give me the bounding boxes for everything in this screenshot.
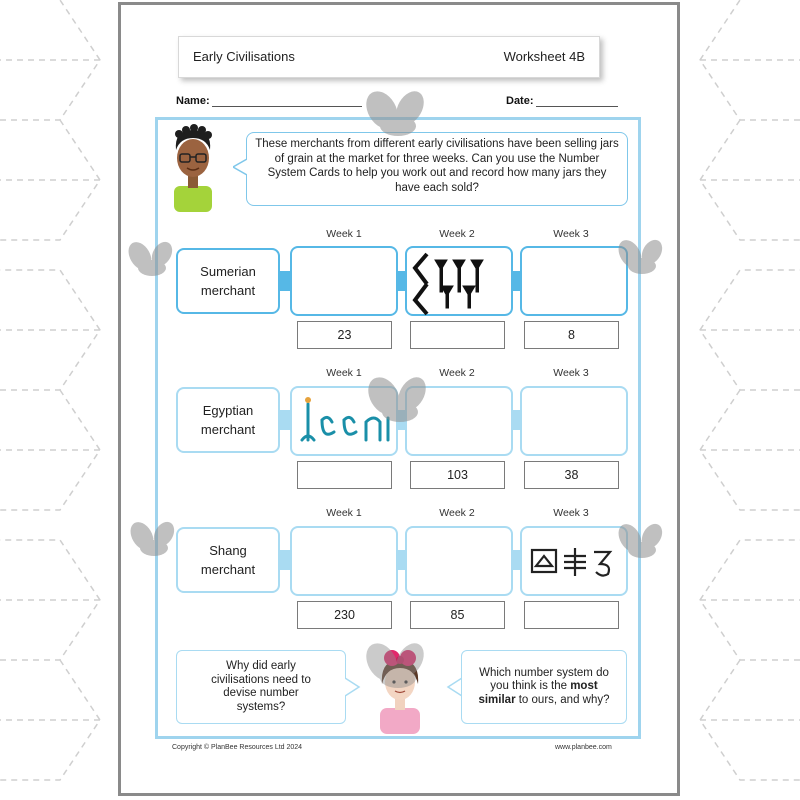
week-label: Week 3 [553,507,589,519]
week-label: Week 1 [326,228,362,240]
week-label: Week 2 [439,228,475,240]
answer-box-shang-week1[interactable]: 230 [297,601,392,629]
symbol-box-egyptian-week3 [520,386,628,456]
symbol-box-shang-week1 [290,526,398,596]
answer-box-egyptian-week1[interactable] [297,461,392,489]
answer-box-sumerian-week1[interactable]: 23 [297,321,392,349]
name-line [212,96,362,107]
name-label: Name: [176,95,210,107]
name-field [176,95,362,107]
bee-watermark-icon [358,86,438,146]
question-right-post: to ours, and why? [515,693,610,706]
connector [280,410,290,430]
merchant-label-shang [176,527,280,593]
question-box-right [461,650,627,724]
merchant-name-line2: merchant [200,422,256,437]
merchant-label-sumerian [176,248,280,314]
week-label: Week 3 [553,228,589,240]
footer-url: www.planbee.com [555,744,612,751]
merchant-name-line2: merchant [200,562,256,577]
week-label: Week 1 [326,367,362,379]
bee-watermark-icon [124,518,184,562]
footer-copyright: Copyright © PlanBee Resources Ltd 2024 [172,744,303,751]
bee-watermark-icon [612,520,672,564]
answer-box-sumerian-week3[interactable]: 8 [524,321,619,349]
bee-watermark-icon [612,236,672,280]
week-label: Week 3 [553,367,589,379]
question-left-text: Why did early civilisations need to devise number systems? [211,660,311,713]
merchant-name-line2: merchant [200,283,256,298]
connector [280,271,290,291]
question-box-left [176,650,346,724]
week-label: Week 1 [326,507,362,519]
symbol-box-shang-week2 [405,526,513,596]
question-right-text [474,667,614,708]
cuneiform-symbols [407,248,515,318]
boy-character-image [166,124,220,212]
merchant-name-line1: Egyptian [202,403,254,418]
symbol-box-sumerian-week2 [405,246,513,316]
worksheet-number: Worksheet 4B [503,49,585,64]
symbol-box-sumerian-week1 [290,246,398,316]
answer-box-sumerian-week2[interactable] [410,321,505,349]
worksheet-title: Early Civilisations [193,49,295,64]
question-right-emphasis: most similar [478,680,598,706]
intro-text: These merchants from different early civilisations have been selling jars of grain at the market for three weeks. Can you use the Number System Cards to help you work out and record how many jars they have each sold? [255,138,619,194]
bee-watermark-icon [358,638,438,698]
answer-box-shang-week2[interactable]: 85 [410,601,505,629]
answer-box-shang-week3[interactable] [524,601,619,629]
speech-tail [446,676,462,698]
speech-tail [233,157,247,177]
bee-watermark-icon [122,238,182,282]
answer-box-egyptian-week2[interactable]: 103 [410,461,505,489]
week-label: Week 2 [439,367,475,379]
date-field [506,95,618,107]
merchant-name-line1: Shang [209,543,247,558]
answer-box-egyptian-week3[interactable]: 38 [524,461,619,489]
question-right-pre: Which number system do you think is the [479,666,609,693]
worksheet-header [178,36,600,78]
date-label: Date: [506,95,534,107]
connector [280,550,290,570]
merchant-label-egyptian [176,387,280,453]
merchant-name-line1: Sumerian [200,264,256,279]
date-line [536,96,618,107]
bee-watermark-icon [360,372,440,432]
week-label: Week 2 [439,507,475,519]
